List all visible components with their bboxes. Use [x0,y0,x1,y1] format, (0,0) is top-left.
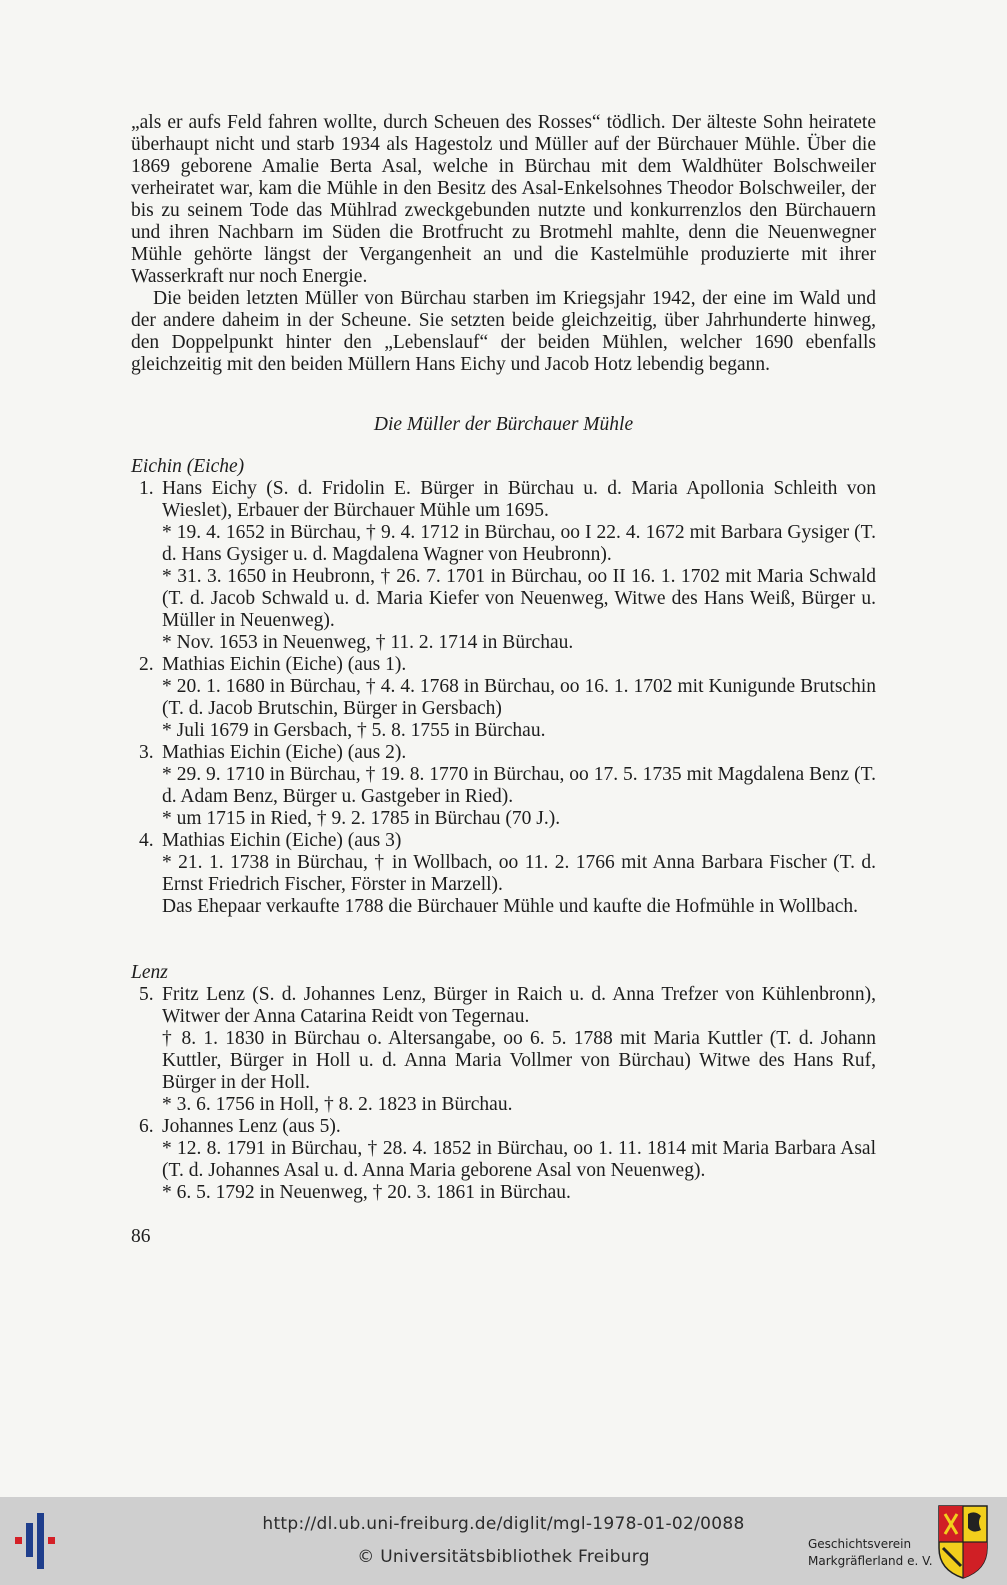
entry-number: 5. [139,984,154,1005]
group-eichin [131,456,876,918]
entry-line: * 29. 9. 1710 in Bürchau, † 19. 8. 1770 in Bürchau, oo 17. 5. 1735 mit Magdalena Benz (T. d. Adam Benz, Bürger u. Gastgeber in Ried). [162,764,876,807]
entry-number: 1. [139,478,154,499]
entry-6 [131,1116,876,1204]
group-title-lenz: Lenz [131,962,168,983]
footer-url-link[interactable]: http://dl.ub.uni-freiburg.de/diglit/mgl-1978-01-02/0088 [262,1514,745,1534]
entry-number: 2. [139,654,154,675]
entry-5 [131,984,876,1116]
entry-line: * 20. 1. 1680 in Bürchau, † 4. 4. 1768 in Bürchau, oo 16. 1. 1702 mit Kunigunde Brutschin (T. d. Jacob Brutschin, Bürger in Gersbach) [162,676,876,719]
group-lenz [131,962,876,1204]
entry-line: Mathias Eichin (Eiche) (aus 3) [162,830,402,851]
entry-4 [131,830,876,918]
entry-3 [131,742,876,830]
entry-line: * 3. 6. 1756 in Holl, † 8. 2. 1823 in Bürchau. [162,1094,513,1115]
society-name-line1: Geschichtsverein [808,1537,912,1551]
entry-line: Fritz Lenz (S. d. Johannes Lenz, Bürger in Raich u. d. Anna Trefzer von Kühlenbronn), Witwer der Anna Catarina Reidt von Tegernau. [162,984,876,1027]
entry-line: * 19. 4. 1652 in Bürchau, † 9. 4. 1712 in Bürchau, oo I 22. 4. 1672 mit Barbara Gysiger (T. d. Hans Gysiger u. d. Magdalena Wagner von Heubronn). [162,522,876,565]
society-name [808,1536,938,1570]
intro-paragraph-1: „als er aufs Feld fahren wollte, durch Scheuen des Rosses“ tödlich. Der älteste Sohn heiratete überhaupt nicht und starb 1934 als Hagestolz und Müller auf der Bürchauer Mühle. Über die 1869 geborene Amalie Berta Asal, welche in Bürchau mit dem Waldhüter Bolschweiler verheiratet war, kam die Mühle in den Besitz des Asal-Enkelsohnes Theodor Bolschweiler, der bis zu seinem Tode das Mühlrad zweckgebunden nutzte und konkurrenzlos den Bürchauern und ihren Nachbarn im Süden die Brotfrucht zu Brotmehl mahlte, denn die Neuenwegner Mühle gehörte längst der Vergangenheit an und die Kastelmühle produzierte mit ihrer Wasserkraft nur noch Energie. [131,112,876,287]
entry-line: * 21. 1. 1738 in Bürchau, † in Wollbach, oo 11. 2. 1766 mit Anna Barbara Fischer (T. d. Ernst Friedrich Fischer, Förster in Marzell). [162,852,876,895]
page-number: 86 [131,1226,151,1247]
entries-eichin [131,478,876,918]
society-name-line2: Markgräflerland e. V. [808,1554,933,1568]
entry-line: Mathias Eichin (Eiche) (aus 2). [162,742,407,763]
group-title-eichin: Eichin (Eiche) [131,456,245,477]
entry-line: * Nov. 1653 in Neuenweg, † 11. 2. 1714 in Bürchau. [162,632,574,653]
entry-line: * 6. 5. 1792 in Neuenweg, † 20. 3. 1861 in Bürchau. [162,1182,571,1203]
entry-1 [131,478,876,654]
entry-line: * 31. 3. 1650 in Heubronn, † 26. 7. 1701 in Bürchau, oo II 16. 1. 1702 mit Maria Schwald (T. d. Jacob Schwald u. d. Maria Kiefer von Neuenweg, Witwe des Hans Weiß, Bürger u. Müller in Neuenweg). [162,566,876,631]
entries-lenz [131,984,876,1204]
section-heading: Die Müller der Bürchauer Mühle [373,414,634,435]
entry-line: * Juli 1679 in Gersbach, † 5. 8. 1755 in Bürchau. [162,720,546,741]
footer-bar [0,1497,1007,1585]
coat-of-arms-icon [937,1504,989,1580]
entry-number: 6. [139,1116,154,1137]
intro-paragraph-2: Die beiden letzten Müller von Bürchau starben im Kriegsjahr 1942, der eine im Wald und der andere daheim in der Scheune. Sie setzten beide gleichzeitig, über Jahrhunderte hinweg, den Doppelpunkt hinter den „Lebenslauf“ der beiden Mühlen, welcher 1690 ebenfalls gleichzeitig mit den beiden Müllern Hans Eichy und Jacob Hotz lebendig begann. [131,288,876,375]
footer-copyright: © Universitätsbibliothek Freiburg [357,1547,650,1567]
entry-line: * um 1715 in Ried, † 9. 2. 1785 in Bürchau (70 J.). [162,808,561,829]
entry-line: † 8. 1. 1830 in Bürchau o. Altersangabe, oo 6. 5. 1788 mit Maria Kuttler (T. d. Johann Kuttler, Bürger in Holl u. d. Anna Maria Vollmer von Bürchau) Witwe des Hans Ruf, Bürger in der Holl. [162,1028,876,1093]
entry-line: Mathias Eichin (Eiche) (aus 1). [162,654,407,675]
entry-line: Das Ehepaar verkaufte 1788 die Bürchauer Mühle und kaufte die Hofmühle in Wollbach. [162,896,859,917]
entry-number: 4. [139,830,154,851]
entry-number: 3. [139,742,154,763]
entry-line: Hans Eichy (S. d. Fridolin E. Bürger in Bürchau u. d. Maria Apollonia Schleith von Wieslet), Erbauer der Bürchauer Mühle um 1695. [162,478,876,521]
page-text [131,112,876,1248]
entry-2 [131,654,876,742]
entry-line: Johannes Lenz (aus 5). [162,1116,341,1137]
entry-line: * 12. 8. 1791 in Bürchau, † 28. 4. 1852 in Bürchau, oo 1. 11. 1814 mit Maria Barbara Asal (T. d. Johannes Asal u. d. Anna Maria geborene Asal von Neuenweg). [162,1138,876,1181]
